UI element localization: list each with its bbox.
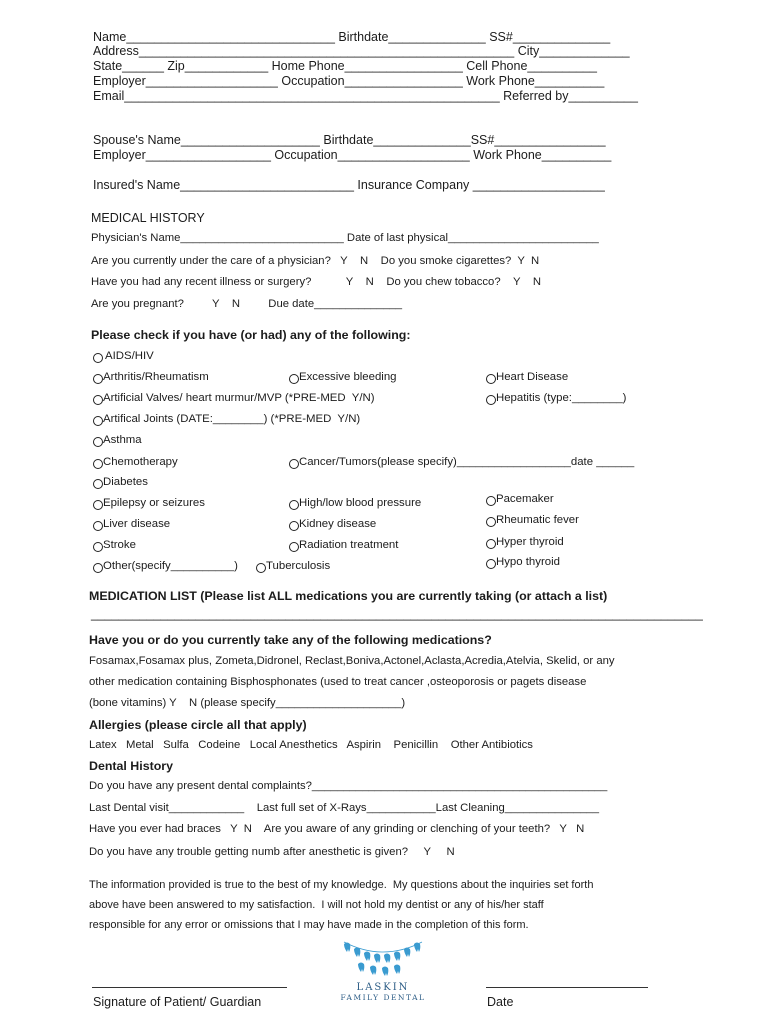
condition-label-rheumatic-fever: Rheumatic fever (496, 514, 579, 526)
physician-care-smoke-question[interactable]: Are you currently under the care of a physician? Y N Do you smoke cigarettes? Y N (91, 255, 540, 267)
condition-checkbox-rheumatic-fever[interactable] (486, 517, 496, 527)
condition-label-blood-pressure: High/low blood pressure (299, 497, 422, 509)
condition-label-other: Other(specify__________) (103, 560, 238, 572)
logo-name: LASKIN (356, 982, 410, 993)
condition-checkbox-radiation[interactable] (289, 542, 299, 552)
condition-label-hepatitis: Hepatitis (type:________) (496, 392, 627, 404)
dental-visits-line[interactable]: Last Dental visit____________ Last full set of X-Rays___________Last Cleaning_______________ (89, 802, 599, 814)
condition-label-chemotherapy: Chemotherapy (103, 456, 178, 468)
patient-email-referred-line[interactable]: Email______________________________________________________ Referred by__________ (93, 89, 638, 103)
condition-label-arthritis: Arthritis/Rheumatism (103, 371, 209, 383)
condition-checkbox-chemotherapy[interactable] (93, 459, 103, 469)
signature-line[interactable] (92, 987, 287, 988)
condition-label-kidney-disease: Kidney disease (299, 518, 377, 530)
condition-checkbox-blood-pressure[interactable] (289, 500, 299, 510)
statement-line-3: responsible for any error or omissions that I may have made in the completion of this form. (89, 919, 529, 931)
condition-label-artificial-joints: Artifical Joints (DATE:________) (*PRE-MED Y/N) (103, 413, 361, 425)
patient-state-zip-phone-line[interactable]: State______ Zip____________ Home Phone_________________ Cell Phone__________ (93, 59, 597, 73)
physician-line[interactable]: Physician's Name__________________________ Date of last physical________________________ (91, 232, 599, 244)
condition-checkbox-excessive-bleeding[interactable] (289, 374, 299, 384)
date-line[interactable] (486, 987, 648, 988)
condition-checkbox-arthritis[interactable] (93, 374, 103, 384)
condition-checkbox-asthma[interactable] (93, 437, 103, 447)
bisphosphonate-line-2: other medication containing Bisphosphonates (used to treat cancer ,osteoporosis or pagets disease (89, 676, 587, 688)
braces-grinding-question[interactable]: Have you ever had braces Y N Are you aware of any grinding or clenching of your teeth? Y N (89, 823, 585, 835)
illness-tobacco-question[interactable]: Have you had any recent illness or surgery? Y N Do you chew tobacco? Y N (91, 276, 542, 288)
condition-checkbox-heart-disease[interactable] (486, 374, 496, 384)
condition-label-hyper-thyroid: Hyper thyroid (496, 536, 564, 548)
medical-history-heading: MEDICAL HISTORY (91, 211, 205, 225)
laskin-logo (338, 938, 428, 1006)
condition-label-artificial-valves: Artificial Valves/ heart murmur/MVP (*PRE-MED Y/N) (103, 392, 375, 404)
condition-checkbox-artificial-joints[interactable] (93, 416, 103, 426)
anesthetic-numb-question[interactable]: Do you have any trouble getting numb after anesthetic is given? Y N (89, 846, 455, 858)
condition-label-tuberculosis: Tuberculosis (266, 560, 331, 572)
condition-label-diabetes: Diabetes (103, 476, 148, 488)
dental-history-heading: Dental History (89, 759, 173, 773)
condition-checkbox-kidney-disease[interactable] (289, 521, 299, 531)
bisphosphonate-heading: Have you or do you currently take any of the following medications? (89, 633, 492, 647)
condition-checkbox-other[interactable] (93, 563, 103, 573)
condition-label-epilepsy: Epilepsy or seizures (103, 497, 205, 509)
condition-label-aids: AIDS/HIV (105, 350, 154, 362)
condition-label-excessive-bleeding: Excessive bleeding (299, 371, 397, 383)
condition-label-hypo-thyroid: Hypo thyroid (496, 556, 560, 568)
condition-label-asthma: Asthma (103, 434, 142, 446)
condition-label-radiation: Radiation treatment (299, 539, 399, 551)
spouse-employer-occupation-line[interactable]: Employer__________________ Occupation___________________ Work Phone__________ (93, 148, 612, 162)
bisphosphonate-line-1: Fosamax,Fosamax plus, Zometa,Didronel, Reclast,Boniva,Actonel,Aclasta,Acredia,Atelvia, Skelid, or any (89, 655, 615, 667)
condition-label-pacemaker: Pacemaker (496, 493, 554, 505)
condition-checkbox-diabetes[interactable] (93, 479, 103, 489)
condition-label-liver-disease: Liver disease (103, 518, 171, 530)
condition-label-stroke: Stroke (103, 539, 136, 551)
signature-label: Signature of Patient/ Guardian (93, 995, 262, 1009)
dental-complaints-line[interactable]: Do you have any present dental complaints?_______________________________________________ (89, 780, 608, 792)
date-label: Date (487, 995, 514, 1009)
bisphosphonate-line-3[interactable]: (bone vitamins) Y N (please specify____________________) (89, 697, 406, 709)
condition-checkbox-hepatitis[interactable] (486, 395, 496, 405)
conditions-heading: Please check if you have (or had) any of the following: (91, 328, 411, 342)
insurance-line[interactable]: Insured's Name_________________________ Insurance Company ___________________ (93, 178, 605, 192)
condition-checkbox-hyper-thyroid[interactable] (486, 539, 496, 549)
condition-checkbox-cancer[interactable] (289, 459, 299, 469)
spouse-name-birthdate-ss-line[interactable]: Spouse's Name____________________ Birthdate______________SS#________________ (93, 133, 606, 147)
logo-tagline: FAMILY DENTAL (340, 993, 426, 1002)
statement-line-1: The information provided is true to the best of my knowledge. My questions about the inquiries set forth (89, 879, 594, 891)
pregnant-question[interactable]: Are you pregnant? Y N Due date______________ (91, 298, 403, 310)
condition-checkbox-aids[interactable] (93, 353, 103, 363)
condition-checkbox-pacemaker[interactable] (486, 496, 496, 506)
medication-list-blank[interactable]: ________________________________________________________________________________________ (91, 607, 703, 621)
medication-list-heading: MEDICATION LIST (Please list ALL medications you are currently taking (or attach a list) (89, 589, 608, 603)
condition-checkbox-tuberculosis[interactable] (256, 563, 266, 573)
patient-name-birthdate-ss-line[interactable]: Name______________________________ Birthdate______________ SS#______________ (93, 30, 611, 44)
condition-checkbox-epilepsy[interactable] (93, 500, 103, 510)
condition-label-cancer: Cancer/Tumors(please specify)__________________date ______ (299, 456, 635, 468)
condition-checkbox-artificial-valves[interactable] (93, 395, 103, 405)
condition-checkbox-stroke[interactable] (93, 542, 103, 552)
allergies-list[interactable]: Latex Metal Sulfa Codeine Local Anesthetics Aspirin Penicillin Other Antibiotics (89, 739, 533, 751)
condition-checkbox-liver-disease[interactable] (93, 521, 103, 531)
allergies-heading: Allergies (please circle all that apply) (89, 718, 307, 732)
patient-address-city-line[interactable]: Address______________________________________________________ City_____________ (93, 44, 630, 58)
condition-checkbox-hypo-thyroid[interactable] (486, 559, 496, 569)
condition-label-heart-disease: Heart Disease (496, 371, 569, 383)
statement-line-2: above have been answered to my satisfaction. I will not hold my dentist or any of his/her staff (89, 899, 544, 911)
patient-employer-occupation-line[interactable]: Employer___________________ Occupation_________________ Work Phone__________ (93, 74, 605, 88)
tooth-garland-logo-icon (338, 938, 428, 978)
